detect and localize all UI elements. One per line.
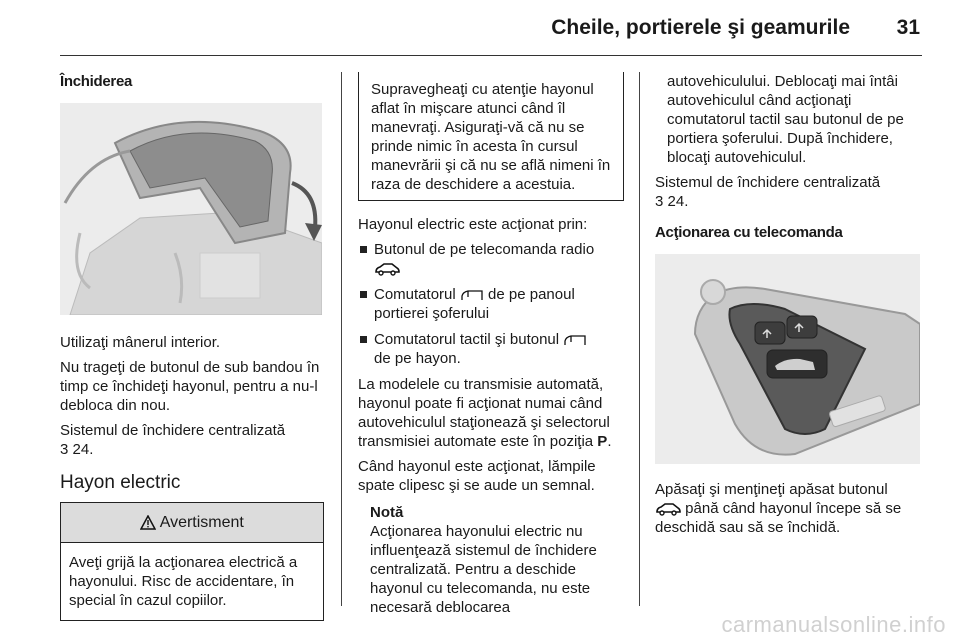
column-1 xyxy=(60,72,324,621)
tailgate-switch-icon xyxy=(460,289,484,302)
tailgate-drawing xyxy=(60,103,322,315)
auto-transmission-text: La modelele cu transmisie automată, hayonul poate fi acţionat numai când autovehiculul staţionează şi selectorul transmisiei automate este în poziţia xyxy=(358,376,610,450)
remote-key-drawing xyxy=(655,254,920,464)
column-2 xyxy=(358,72,624,617)
warning-triangle-icon xyxy=(140,515,156,530)
bullet-touch-switch-text-b: de pe hayon. xyxy=(374,350,461,367)
bullet-touch-switch-text-a: Comutatorul tactil şi butonul xyxy=(374,331,560,348)
paragraph-operated-by: Hayonul electric este acţionat prin: xyxy=(358,216,588,233)
column-divider-1 xyxy=(341,72,342,606)
paragraph-interior-handle: Utilizaţi mânerul interior. xyxy=(60,334,221,351)
bullet-driver-switch xyxy=(358,285,624,323)
page-header xyxy=(60,0,922,56)
paragraph-central-locking xyxy=(60,421,324,459)
warning-text: Aveţi grijă la acţionarea electrică a hayonului. Risc de accidentare, în special în cazul copiilor. xyxy=(69,554,298,609)
paragraph-dont-pull: Nu trageţi de butonul de sub bandou în timp ce închideţi hayonul, pentru a nu-l debloca din nou. xyxy=(60,359,320,414)
warning-continuation-box xyxy=(358,72,624,201)
remote-key-illustration xyxy=(655,254,920,464)
paragraph-automatic-transmission xyxy=(358,375,624,451)
column-3 xyxy=(655,72,923,543)
bullet-remote-button xyxy=(358,240,624,278)
car-tailgate-icon-2 xyxy=(655,502,681,516)
watermark: carmanualsonline.info xyxy=(721,612,946,637)
bullet-driver-switch-text-a: Comutatorul xyxy=(374,286,456,303)
remote-operation-heading: Acţionarea cu telecomanda xyxy=(655,224,843,241)
car-tailgate-icon xyxy=(374,262,400,276)
auto-transmission-period: . xyxy=(607,433,612,450)
bullet-touch-switch xyxy=(358,330,624,368)
gear-position-p: P xyxy=(597,433,608,450)
paragraph-press-and-hold xyxy=(655,480,923,537)
page-number: 31 xyxy=(896,16,920,39)
warning-title: Avertisment xyxy=(159,514,244,531)
section-heading-power-tailgate: Hayon electric xyxy=(60,472,181,493)
central-locking-ref-2[interactable]: 3 24. xyxy=(655,193,689,210)
note-text: Acţionarea hayonului electric nu influenţează sistemul de închidere centralizată. Pentru a deschide hayonul cu telecomanda, nu este necesară deblocarea xyxy=(370,523,597,616)
warning-continuation-text: Supravegheaţi cu atenţie hayonul aflat în mişcare atunci când îl manevraţi. Asiguraţi-vă că nu se prinde nimic în acesta în cursul manevrării şi că nu se află nimeni în raza de deschidere a acestuia. xyxy=(371,81,611,193)
column-divider-2 xyxy=(639,72,640,606)
paragraph-central-locking-2 xyxy=(655,173,923,211)
central-locking-text-2: Sistemul de închidere centralizată xyxy=(655,174,881,191)
note-title: Notă xyxy=(370,504,404,521)
note-block xyxy=(358,503,624,617)
press-hold-text-a: Apăsaţi şi menţineţi apăsat butonul xyxy=(655,481,888,498)
page-title: Cheile, portierele şi geamurile xyxy=(551,16,850,39)
central-locking-ref[interactable]: 3 24. xyxy=(60,441,94,458)
tailgate-button-icon xyxy=(563,334,587,347)
central-locking-text: Sistemul de închidere centralizată xyxy=(60,422,286,439)
paragraph-lamps-flash: Când hayonul este acţionat, lămpile spate clipesc şi se aude un semnal. xyxy=(358,458,596,494)
closing-heading: Închiderea xyxy=(60,73,133,90)
warning-header xyxy=(61,503,323,543)
press-hold-text-b: până când hayonul începe să se deschidă sau să se închidă. xyxy=(655,500,902,536)
bullet-remote-text: Butonul de pe telecomanda radio xyxy=(374,241,595,258)
bullet-driver-switch-text-b: de pe panoul portierei şoferului xyxy=(374,286,575,322)
warning-box xyxy=(60,502,324,621)
note-continuation: autovehiculului. Deblocaţi mai întâi autovehiculul când acţionaţi comutatorul tactil sau butonul de pe portiera şoferului. După închidere, blocaţi autovehiculul. xyxy=(667,73,904,166)
tailgate-illustration xyxy=(60,103,322,315)
